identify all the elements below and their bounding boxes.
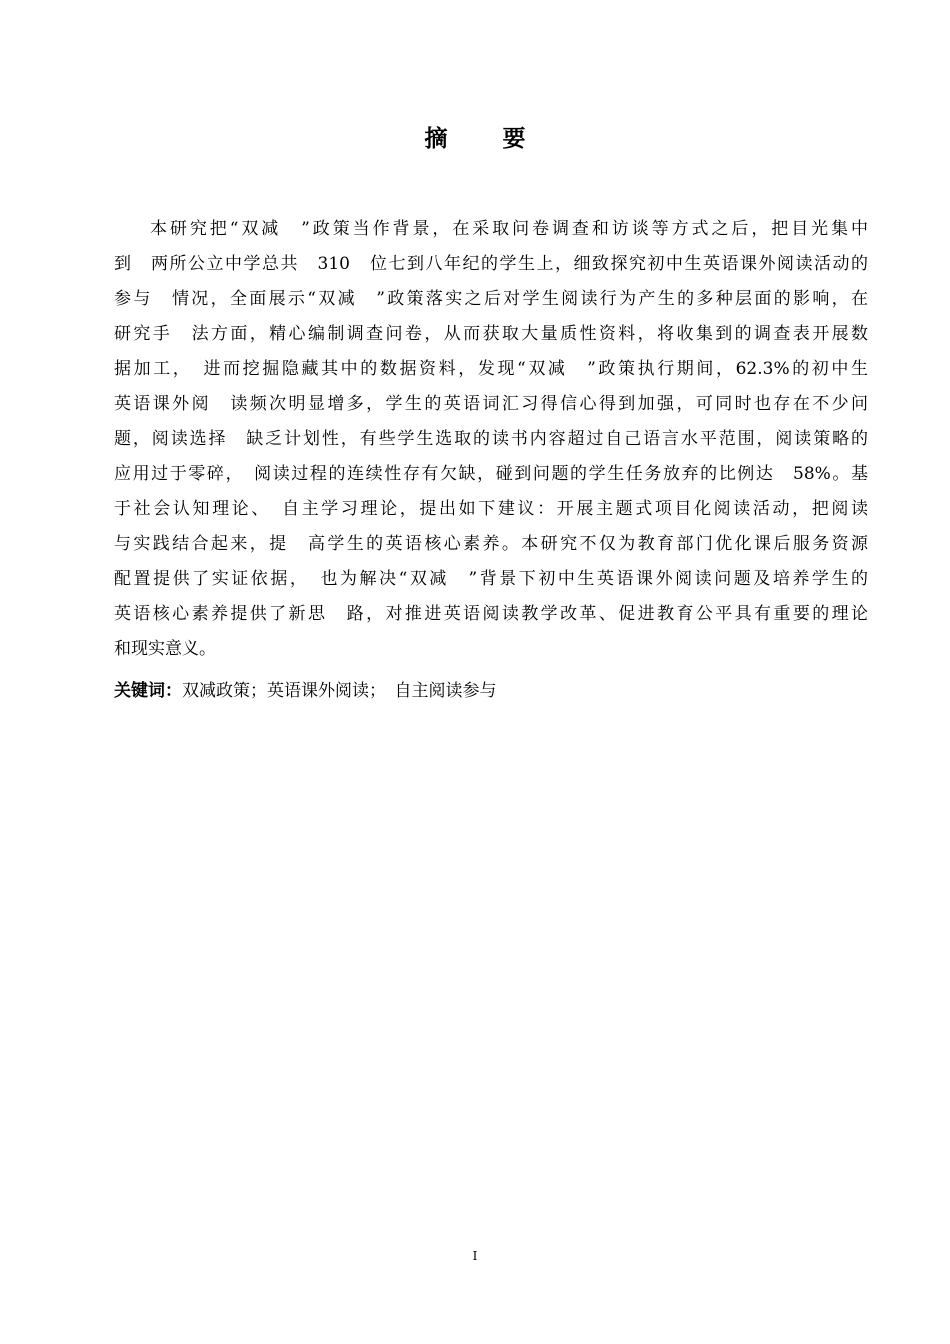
abstract-body [114,212,868,667]
abstract-line-3: 参与 情况，全面展示“双减 ”政策落实之后对学生阅读行为产生的多种层面的影响，在 [114,289,868,309]
keywords [114,676,497,706]
keywords-text: 双减政策；英语课外阅读； 自主阅读参与 [182,681,497,701]
page-number: I [472,1249,478,1263]
abstract-line-4: 研究手 法方面，精心编制调查问卷，从而获取大量质性资料，将收集到的调查表开展数 [114,324,868,344]
abstract-line-6: 英语课外阅 读频次明显增多，学生的英语词汇习得信心得到加强，可同时也存在不少问 [114,394,868,414]
abstract-line-7: 题，阅读选择 缺乏计划性，有些学生选取的读书内容超过自己语言水平范围，阅读策略的 [114,429,868,449]
abstract-line-2: 到 两所公立中学总共 310 位七到八年纪的学生上，细致探究初中生英语课外阅读活动的 [114,254,868,274]
abstract-line-10: 与实践结合起来，提 高学生的英语核心素养。本研究不仅为教育部门优化课后服务资源 [114,534,868,554]
keywords-label: 关键词： [114,681,182,701]
abstract-line-5: 据加工， 进而挖掘隐藏其中的数据资料，发现“双减 ”政策执行期间，62.3%的初中生 [114,359,868,379]
abstract-line-8: 应用过于零碎， 阅读过程的连续性存有欠缺，碰到问题的学生任务放弃的比例达 58%。基 [114,464,868,484]
abstract-line-1: 本研究把“双减 ”政策当作背景，在采取问卷调查和访谈等方式之后，把目光集中 [150,219,868,239]
abstract-line-12: 英语核心素养提供了新思 路，对推进英语阅读教学改革、促进教育公平具有重要的理论 [114,604,868,624]
abstract-line-13: 和现实意义。 [114,639,216,659]
abstract-line-11: 配置提供了实证依据， 也为解决“双减 ”背景下初中生英语课外阅读问题及培养学生的 [114,569,868,589]
abstract-line-9: 于社会认知理论、 自主学习理论，提出如下建议：开展主题式项目化阅读活动，把阅读 [114,499,868,519]
abstract-title: 摘 要 [424,126,542,152]
